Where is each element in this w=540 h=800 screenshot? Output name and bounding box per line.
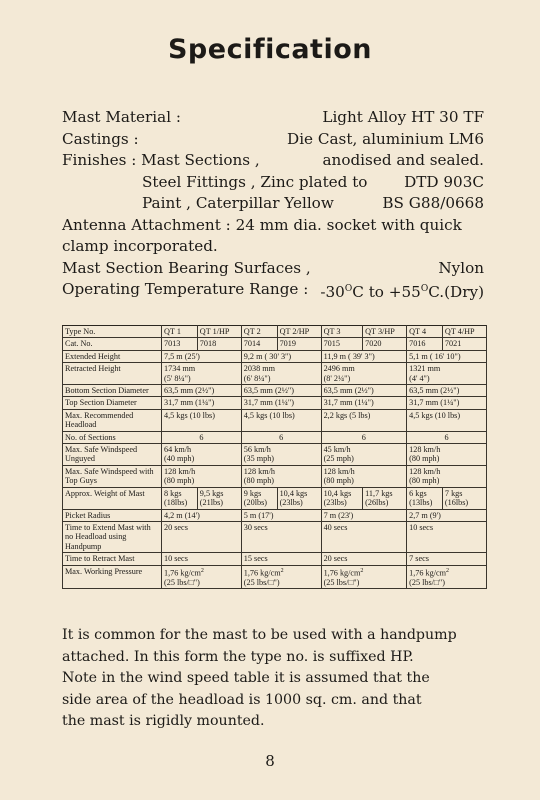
table-row: [63, 363, 487, 385]
cell-text: 128 km/h: [323, 466, 355, 476]
value-cell: [162, 565, 242, 589]
type-cell: QT 2: [241, 326, 277, 338]
cell-text: (23lbs): [323, 498, 347, 508]
type-cell: QT 3/HP: [363, 326, 407, 338]
table-row: [63, 465, 487, 487]
table-row: [63, 521, 487, 552]
cell-text: 128 km/h: [164, 466, 196, 476]
cell-text: 20 secs: [164, 522, 188, 532]
row-label: Max. Working Pressure: [63, 565, 162, 589]
cell-text: (23lbs): [279, 498, 303, 508]
type-cell: QT 4/HP: [442, 326, 486, 338]
cell-text: 63,5 mm (2½"): [243, 386, 294, 396]
cell-text: 56 km/h: [243, 445, 271, 455]
value-cell: [321, 565, 407, 589]
cell-text: (35 mph): [243, 454, 275, 464]
temp-mid: C to +55: [352, 283, 421, 302]
cell-text: 9 kgs: [243, 488, 262, 498]
cell-text: 31,7 mm (1¼"): [164, 398, 215, 408]
value-cell: [241, 509, 321, 521]
cell-text: (5' 8¼"): [164, 373, 191, 383]
cell-text: 7,5 m (25'): [164, 351, 200, 361]
superscript: 2: [200, 567, 204, 574]
row-label: Extended Height: [63, 350, 162, 362]
note-line: attached. In this form the type no. is suffixed HP.: [62, 648, 414, 665]
cat-cell: 7018: [197, 338, 241, 350]
mast-material-label: Mast Material :: [62, 108, 182, 126]
castings-row: [62, 129, 484, 151]
value-cell: [162, 350, 242, 362]
cell-text: (80 mph): [409, 476, 440, 486]
value-cell: [162, 465, 242, 487]
value-cell: [241, 444, 321, 466]
value-cell: [162, 509, 242, 521]
page-title: Specification: [167, 34, 372, 65]
value-cell: [321, 385, 407, 397]
cell-text: 128 km/h: [409, 466, 441, 476]
page-number: 8: [265, 752, 275, 770]
row-label: Cat. No.: [63, 338, 162, 350]
cell-text: 10 secs: [164, 554, 188, 564]
row-label: Top Section Diameter: [63, 397, 162, 409]
table-row: [63, 553, 487, 565]
value-cell: [162, 444, 242, 466]
value-cell: [241, 553, 321, 565]
operating-temp-value: [320, 279, 484, 304]
value-cell: [241, 397, 321, 409]
value-cell: [241, 409, 321, 431]
cell-text: 10,4 kgs: [323, 488, 352, 498]
cell-text: (25 lbs/□"): [243, 577, 280, 587]
degree-sign: O: [344, 284, 353, 294]
cell-text: 2,2 kgs (5 lbs): [323, 410, 371, 420]
cell-text: 4,5 kgs (10 lbs): [164, 410, 215, 420]
steel-fittings-row: [62, 172, 484, 194]
row-label: Retracted Height: [63, 363, 162, 385]
cell-text: 1,76 kg/cm: [164, 568, 201, 578]
row-label: Max. Safe Windspeed Unguyed: [63, 444, 162, 466]
cell-text: 5 m (17'): [243, 510, 274, 520]
cell-text: 4,5 kgs (10 lbs): [409, 410, 461, 420]
cell-text: 8 kgs: [164, 488, 182, 498]
castings-label: Castings :: [62, 129, 139, 148]
value-cell: [162, 431, 242, 443]
value-cell: [241, 521, 321, 552]
cell-text: 31,7 mm (1¼"): [409, 398, 460, 408]
table-header-row: [63, 326, 487, 338]
value-cell: [321, 509, 407, 521]
cell-text: 128 km/h: [409, 445, 441, 455]
operating-temp-label: Operating Temperature Range :: [62, 280, 309, 298]
value-cell: [407, 409, 487, 431]
value-cell: [407, 521, 487, 552]
value-cell: [241, 465, 321, 487]
cell-text: 1321 mm: [409, 364, 441, 374]
table-row: [63, 487, 487, 509]
cell-text: 10 secs: [409, 522, 433, 532]
row-label: Approx. Weight of Mast: [63, 487, 162, 509]
cell-text: (40 mph): [164, 454, 195, 464]
table-row: [63, 431, 487, 443]
value-cell: [407, 444, 487, 466]
cell-text: 4,2 m (14'): [164, 510, 200, 520]
cell-text: 7 secs: [409, 554, 429, 564]
type-cell: QT 1: [162, 326, 198, 338]
table-row: [63, 397, 487, 409]
specification-block: [62, 107, 484, 304]
cell-text: (25 lbs/□"): [323, 577, 360, 587]
cell-text: 9,5 kgs: [199, 488, 224, 498]
cell-text: 63,5 mm (2½"): [323, 386, 374, 396]
value-cell: [407, 350, 487, 362]
value-cell: [241, 431, 321, 443]
note-line: side area of the headload is 1000 sq. cm. and that: [62, 691, 422, 708]
value-cell: [162, 521, 242, 552]
cat-cell: 7020: [363, 338, 407, 350]
value-cell: [442, 487, 486, 509]
type-cell: QT 4: [407, 326, 443, 338]
cell-text: 11,7 kgs: [365, 488, 393, 498]
cell-text: 1,76 kg/cm: [243, 568, 281, 578]
degree-sign: O: [420, 284, 429, 294]
value-cell: [162, 363, 242, 385]
value-cell: [407, 553, 487, 565]
cell-text: (6' 8¼"): [243, 373, 271, 383]
cell-text: 2038 mm: [243, 364, 275, 374]
row-label: Max. Recommended Headload: [63, 409, 162, 431]
cell-text: 2,7 m (9'): [409, 510, 441, 520]
cell-text: 63,5 mm (2½"): [409, 386, 460, 396]
paint-value: BS G88/0668: [382, 194, 484, 212]
table-row: [63, 409, 487, 431]
antenna-row-2: [62, 236, 484, 258]
value-cell: [407, 385, 487, 397]
antenna-line-2: clamp incorporated.: [62, 237, 218, 255]
cell-text: 40 secs: [323, 522, 348, 532]
value-cell: [241, 565, 321, 589]
superscript: 2: [445, 567, 449, 574]
mast-material-value: Light Alloy HT 30 TF: [322, 108, 484, 126]
cell-text: 5,1 m ( 16' 10"): [409, 351, 461, 361]
temp-low: -30: [320, 283, 345, 302]
row-label: Max. Safe Windspeed with Top Guys: [63, 465, 162, 487]
cell-text: 128 km/h: [243, 466, 275, 476]
cat-cell: 7019: [277, 338, 321, 350]
steel-fittings-label: Steel Fittings , Zinc plated to: [142, 172, 368, 191]
cell-text: (8' 2¼"): [323, 373, 351, 383]
value-cell: [407, 397, 487, 409]
value-cell: [321, 521, 407, 552]
value-cell: [407, 363, 487, 385]
row-label: Picket Radius: [63, 509, 162, 521]
cat-cell: 7016: [407, 338, 443, 350]
cell-text: 10,4 kgs: [279, 488, 308, 498]
cell-text: 6 kgs: [409, 488, 427, 498]
note-line: Note in the wind speed table it is assumed that the: [62, 670, 430, 686]
cell-text: 6: [361, 432, 366, 442]
table-row: [63, 565, 487, 589]
cat-cell: 7013: [162, 338, 198, 350]
row-label: Bottom Section Diameter: [63, 385, 162, 397]
steel-fittings-value: DTD 903C: [404, 172, 484, 191]
cell-text: 4,5 kgs (10 lbs): [243, 410, 295, 420]
antenna-line-1: Antenna Attachment : 24 mm dia. socket with quick: [62, 215, 462, 234]
cell-text: (16lbs): [444, 498, 469, 508]
value-cell: [321, 350, 407, 362]
finishes-value: anodised and sealed.: [322, 151, 484, 169]
cell-text: (25 mph): [323, 454, 354, 464]
cell-text: 7 kgs: [444, 488, 463, 498]
cell-text: 6: [199, 432, 204, 442]
cell-text: 7 m (23'): [323, 510, 354, 520]
value-cell: [407, 465, 487, 487]
table-row: [63, 350, 487, 362]
operating-temp-row: [62, 279, 484, 304]
type-cell: QT 3: [321, 326, 363, 338]
cell-text: (18lbs): [164, 498, 188, 508]
row-label: Time to Retract Mast: [63, 553, 162, 565]
value-cell: [407, 509, 487, 521]
spec-table: [62, 325, 487, 589]
value-cell: [321, 431, 407, 443]
table-header-row: [63, 338, 487, 350]
value-cell: [277, 487, 321, 509]
value-cell: [241, 350, 321, 362]
cat-cell: 7021: [442, 338, 486, 350]
superscript: 2: [280, 567, 284, 574]
castings-value: Die Cast, aluminium LM6: [287, 129, 484, 148]
cell-text: 31,7 mm (1¼"): [323, 398, 374, 408]
cell-text: (25 lbs/□"): [164, 577, 200, 587]
cell-text: (21lbs): [199, 498, 223, 508]
cell-text: 63,5 mm (2½"): [164, 386, 215, 396]
note-line: the mast is rigidly mounted.: [62, 713, 265, 729]
cell-text: (4' 4"): [409, 373, 430, 383]
cell-text: (80 mph): [409, 454, 440, 464]
cell-text: (80 mph): [323, 476, 354, 486]
cell-text: 6: [279, 432, 284, 442]
bearing-label: Mast Section Bearing Surfaces ,: [62, 258, 311, 277]
cell-text: 1,76 kg/cm: [323, 568, 361, 578]
value-cell: [197, 487, 241, 509]
table-row: [63, 385, 487, 397]
cell-text: 6: [444, 432, 449, 442]
cell-text: 11,9 m ( 39' 3"): [323, 351, 375, 361]
value-cell: [162, 385, 242, 397]
cell-text: 1,76 kg/cm: [409, 568, 446, 578]
cell-text: (26lbs): [365, 498, 389, 508]
value-cell: [321, 553, 407, 565]
type-cell: QT 1/HP: [197, 326, 241, 338]
table-row: [63, 509, 487, 521]
value-cell: [241, 363, 321, 385]
cell-text: 1734 mm: [164, 364, 196, 374]
value-cell: [162, 409, 242, 431]
bearing-row: [62, 258, 484, 280]
antenna-row: [62, 215, 484, 237]
cell-text: (25 lbs/□"): [409, 577, 445, 587]
cell-text: 45 km/h: [323, 445, 351, 455]
cell-text: (80 mph): [164, 476, 195, 486]
cat-cell: 7014: [241, 338, 277, 350]
table-row: [63, 444, 487, 466]
value-cell: [162, 487, 198, 509]
finishes-label: Finishes : Mast Sections ,: [62, 151, 260, 169]
footer-notes: [62, 625, 487, 733]
value-cell: [363, 487, 407, 509]
value-cell: [321, 397, 407, 409]
cell-text: 2496 mm: [323, 364, 355, 374]
value-cell: [407, 431, 487, 443]
cell-text: 20 secs: [323, 554, 348, 564]
paint-label: Paint , Caterpillar Yellow: [142, 194, 334, 212]
value-cell: [407, 565, 487, 589]
type-cell: QT 2/HP: [277, 326, 321, 338]
cat-cell: 7015: [321, 338, 363, 350]
cell-text: 9,2 m ( 30' 3"): [243, 351, 292, 361]
cell-text: (80 mph): [243, 476, 275, 486]
value-cell: [321, 409, 407, 431]
row-label: Type No.: [63, 326, 162, 338]
mast-material-row: [62, 107, 484, 129]
value-cell: [241, 385, 321, 397]
cell-text: (20lbs): [243, 498, 267, 508]
value-cell: [162, 397, 242, 409]
value-cell: [321, 444, 407, 466]
windspeed-note: [62, 668, 487, 733]
value-cell: [321, 363, 407, 385]
cell-text: 15 secs: [243, 554, 268, 564]
cell-text: 31,7 mm (1¼"): [243, 398, 294, 408]
note-line: It is common for the mast to be used with a handpump: [62, 627, 457, 643]
paint-row: [62, 193, 484, 215]
row-label: Time to Extend Mast with no Headload using Handpump: [63, 521, 162, 552]
superscript: 2: [360, 567, 364, 574]
cell-text: 30 secs: [243, 522, 268, 532]
value-cell: [321, 465, 407, 487]
handpump-note: [62, 625, 487, 668]
value-cell: [162, 553, 242, 565]
finishes-row: [62, 150, 484, 172]
cell-text: 64 km/h: [164, 445, 192, 455]
cell-text: (13lbs): [409, 498, 433, 508]
value-cell: [407, 487, 443, 509]
row-label: No. of Sections: [63, 431, 162, 443]
temp-high: C.(Dry): [428, 283, 484, 302]
value-cell: [241, 487, 277, 509]
value-cell: [321, 487, 363, 509]
bearing-value: Nylon: [438, 258, 484, 277]
